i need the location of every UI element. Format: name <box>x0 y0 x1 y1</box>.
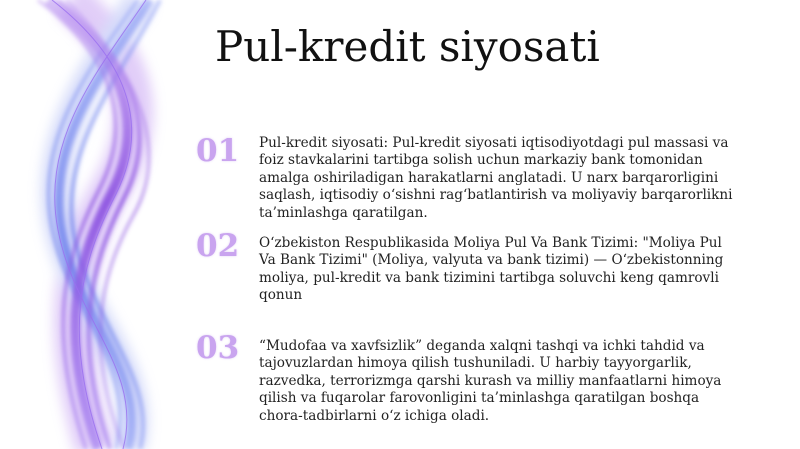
item-number: 03 <box>196 330 240 366</box>
item-text: “Mudofaa va xavfsizlik” deganda xalqni tashqi va ichki tahdid va tajovuzlardan himoya qilish tushuniladi. U harbiy tayyorgarlik, razvedka, terrorizmga qarshi kurash va milliy manfaatlarni himoya qilish va fuqarolar farovonligini ta’minlashga qaratilgan boshqa chora-tadbirlarni o‘z ichiga oladi. <box>259 338 722 424</box>
purple-smoke-ribbon-decoration <box>0 0 200 449</box>
item-text: Pul-kredit siyosati: Pul-kredit siyosati iqtisodiyotdagi pul massasi va foiz stavkalarini tartibga solish uchun markaziy bank tomonidan amalga oshiriladigan harakatlarni anglatadi. U narx barqarorligini saqlash, iqtisodiy o‘sishni rag‘batlantirish va moliyaviy barqarorlikni ta’minlashga qaratilgan. <box>259 135 733 221</box>
item-text: O‘zbekiston Respublikasida Moliya Pul Va Bank Tizimi: "Moliya Pul Va Bank Tizimi" (Moliya, valyuta va bank tizimi) — O‘zbekistonning moliya, pul-kredit va bank tizimini tartibga soluvchi keng qamrovli qonun <box>259 235 724 304</box>
item-number: 01 <box>196 133 240 169</box>
item-number: 02 <box>196 228 240 264</box>
slide-title: Pul-kredit siyosati <box>215 22 600 71</box>
